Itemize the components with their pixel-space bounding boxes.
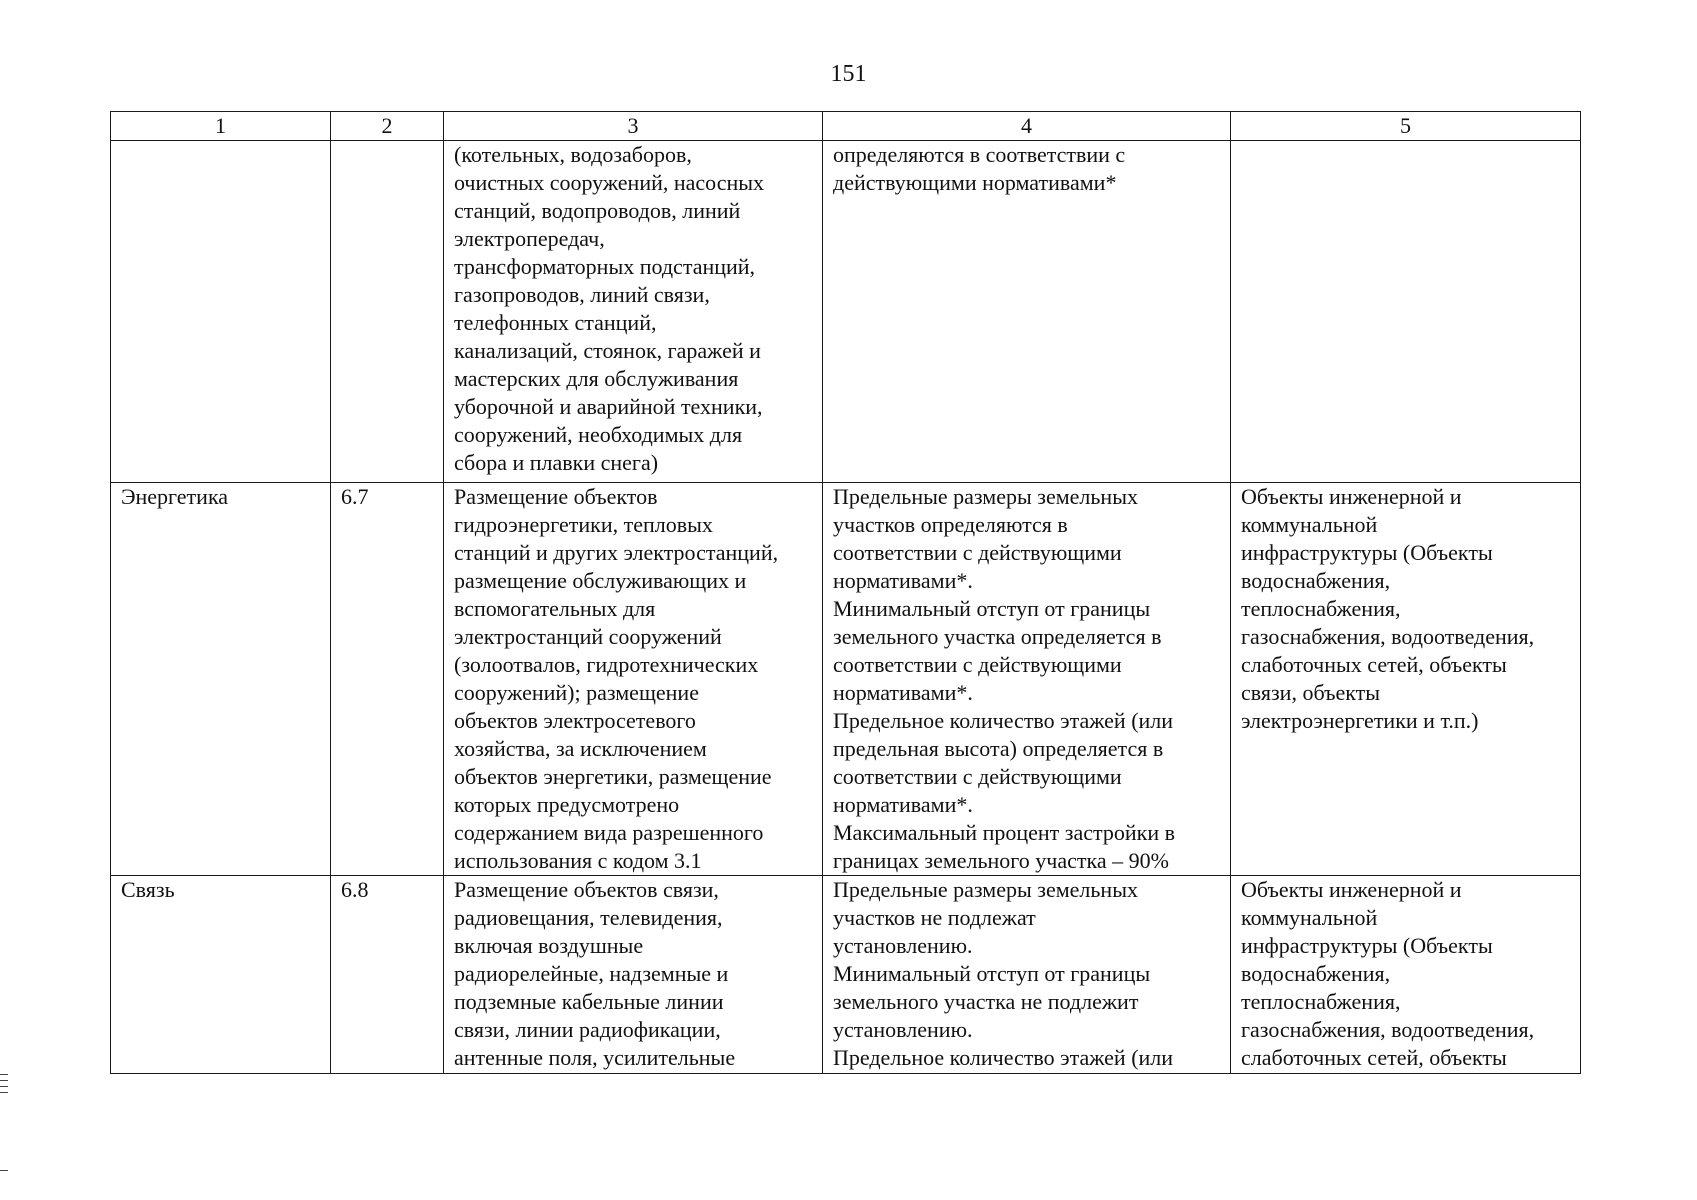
cell-text-line: 6.7 — [341, 484, 369, 509]
cell-text-line: теплоснабжения, — [1241, 596, 1401, 621]
table-row — [111, 141, 1581, 483]
cell-text-line: использования с кодом 3.1 — [454, 848, 702, 873]
cell-parameters — [823, 483, 1231, 876]
cell-text-line: радиорелейные, надземные и — [454, 961, 729, 986]
cell-category — [111, 483, 331, 876]
cell-text-line: нормативами*. — [833, 680, 973, 705]
cell-text-line: соответствии с действующими — [833, 652, 1122, 677]
cell-text-line: Энергетика — [121, 484, 229, 509]
cell-description — [444, 876, 823, 1074]
cell-text-line: станций и других электростанций, — [454, 540, 779, 565]
cell-text-line: Предельное количество этажей (или — [833, 1045, 1174, 1070]
cell-text-line: нормативами*. — [833, 792, 973, 817]
cell-text-line: связи, объекты — [1241, 680, 1381, 705]
cell-text-line: установлению. — [833, 1017, 973, 1042]
cell-text-line: гидроэнергетики, тепловых — [454, 512, 713, 537]
cell-description — [444, 141, 823, 483]
cell-text-line: включая воздушные — [454, 933, 644, 958]
cell-text-line: Предельные размеры земельных — [833, 877, 1138, 902]
cell-text-line: водоснабжения, — [1241, 568, 1391, 593]
cell-text-line: Минимальный отступ от границы — [833, 961, 1151, 986]
page-number: 151 — [830, 61, 867, 87]
cell-text-line: сооружений); размещение — [454, 680, 699, 705]
header-cell: 3 — [444, 112, 823, 141]
cell-text-line: вспомогательных для — [454, 596, 656, 621]
cell-text-line: Размещение объектов связи, — [454, 877, 719, 902]
cell-text-line: электростанций сооружений — [454, 624, 722, 649]
table-row — [111, 876, 1581, 1074]
cell-text-line: радиовещания, телевидения, — [454, 905, 723, 930]
cell-code — [331, 876, 444, 1074]
cell-auxiliary-uses — [1231, 483, 1581, 876]
cell-text-line: электропередач, — [454, 226, 605, 251]
table-row — [111, 483, 1581, 876]
cell-text-line: границах земельного участка – 90% — [833, 848, 1169, 873]
cell-text-line: газоснабжения, водоотведения, — [1241, 624, 1535, 649]
cell-text-line: содержанием вида разрешенного — [454, 820, 764, 845]
cell-text-line: телефонных станций, — [454, 310, 657, 335]
cell-text-line: коммунальной — [1241, 905, 1378, 930]
scan-margin-mark — [0, 1074, 8, 1075]
cell-text-line: инфраструктуры (Объекты — [1241, 540, 1493, 565]
cell-text-line: Связь — [121, 877, 175, 902]
cell-text-line: станций, водопроводов, линий — [454, 198, 741, 223]
cell-text-line: уборочной и аварийной техники, — [454, 394, 763, 419]
cell-text-line: слаботочных сетей, объекты — [1241, 1045, 1507, 1070]
header-cell: 4 — [823, 112, 1231, 141]
cell-text-line: теплоснабжения, — [1241, 989, 1401, 1014]
cell-text-line: канализаций, стоянок, гаражей и — [454, 338, 761, 363]
cell-text-line: земельного участка не подлежит — [833, 989, 1139, 1014]
cell-text-line: очистных сооружений, насосных — [454, 170, 765, 195]
cell-text-line: Предельное количество этажей (или — [833, 708, 1174, 733]
cell-text-line: слаботочных сетей, объекты — [1241, 652, 1507, 677]
cell-text-line: хозяйства, за исключением — [454, 736, 707, 761]
scan-margin-mark — [0, 1086, 8, 1087]
cell-text-line: объектов энергетики, размещение — [454, 764, 772, 789]
cell-text-line: соответствии с действующими — [833, 764, 1122, 789]
cell-text-line: предельная высота) определяется в — [833, 736, 1164, 761]
cell-code — [331, 483, 444, 876]
scan-margin-mark — [0, 1080, 8, 1081]
table-header-row — [111, 112, 1581, 141]
cell-text-line: водоснабжения, — [1241, 961, 1391, 986]
cell-text-line: электроэнергетики и т.п.) — [1241, 708, 1479, 733]
header-cell: 1 — [111, 112, 331, 141]
header-cell: 5 — [1231, 112, 1581, 141]
cell-text-line: Объекты инженерной и — [1241, 877, 1462, 902]
scan-margin-mark — [0, 1170, 8, 1171]
cell-text-line: установлению. — [833, 933, 973, 958]
cell-category — [111, 876, 331, 1074]
cell-text-line: мастерских для обслуживания — [454, 366, 739, 391]
cell-text-line: антенные поля, усилительные — [454, 1045, 736, 1070]
cell-text-line: участков не подлежат — [833, 905, 1036, 930]
cell-text-line: объектов электросетевого — [454, 708, 696, 733]
cell-category — [111, 141, 331, 483]
cell-text-line: (котельных, водозаборов, — [454, 142, 692, 167]
cell-text-line: газоснабжения, водоотведения, — [1241, 1017, 1535, 1042]
cell-auxiliary-uses — [1231, 876, 1581, 1074]
cell-text-line: Предельные размеры земельных — [833, 484, 1138, 509]
cell-text-line: участков определяются в — [833, 512, 1068, 537]
header-cell: 2 — [331, 112, 444, 141]
cell-text-line: действующими нормативами* — [833, 170, 1117, 195]
cell-text-line: Максимальный процент застройки в — [833, 820, 1175, 845]
cell-text-line: земельного участка определяется в — [833, 624, 1162, 649]
cell-code — [331, 141, 444, 483]
zoning-table — [110, 111, 1581, 1074]
cell-parameters — [823, 141, 1231, 483]
cell-text-line: 6.8 — [341, 877, 369, 902]
cell-text-line: Объекты инженерной и — [1241, 484, 1462, 509]
cell-text-line: сбора и плавки снега) — [454, 450, 659, 475]
cell-text-line: (золоотвалов, гидротехнических — [454, 652, 759, 677]
cell-text-line: связи, линии радиофикации, — [454, 1017, 721, 1042]
cell-text-line: подземные кабельные линии — [454, 989, 724, 1014]
cell-text-line: размещение обслуживающих и — [454, 568, 747, 593]
cell-parameters — [823, 876, 1231, 1074]
cell-text-line: коммунальной — [1241, 512, 1378, 537]
cell-text-line: газопроводов, линий связи, — [454, 282, 710, 307]
cell-text-line: нормативами*. — [833, 568, 973, 593]
cell-description — [444, 483, 823, 876]
cell-text-line: инфраструктуры (Объекты — [1241, 933, 1493, 958]
cell-text-line: сооружений, необходимых для — [454, 422, 743, 447]
cell-text-line: Минимальный отступ от границы — [833, 596, 1151, 621]
cell-auxiliary-uses — [1231, 141, 1581, 483]
cell-text-line: определяются в соответствии с — [833, 142, 1126, 167]
cell-text-line: соответствии с действующими — [833, 540, 1122, 565]
cell-text-line: которых предусмотрено — [454, 792, 680, 817]
cell-text-line: трансформаторных подстанций, — [454, 254, 756, 279]
scan-margin-mark — [0, 1092, 8, 1093]
cell-text-line: Размещение объектов — [454, 484, 658, 509]
